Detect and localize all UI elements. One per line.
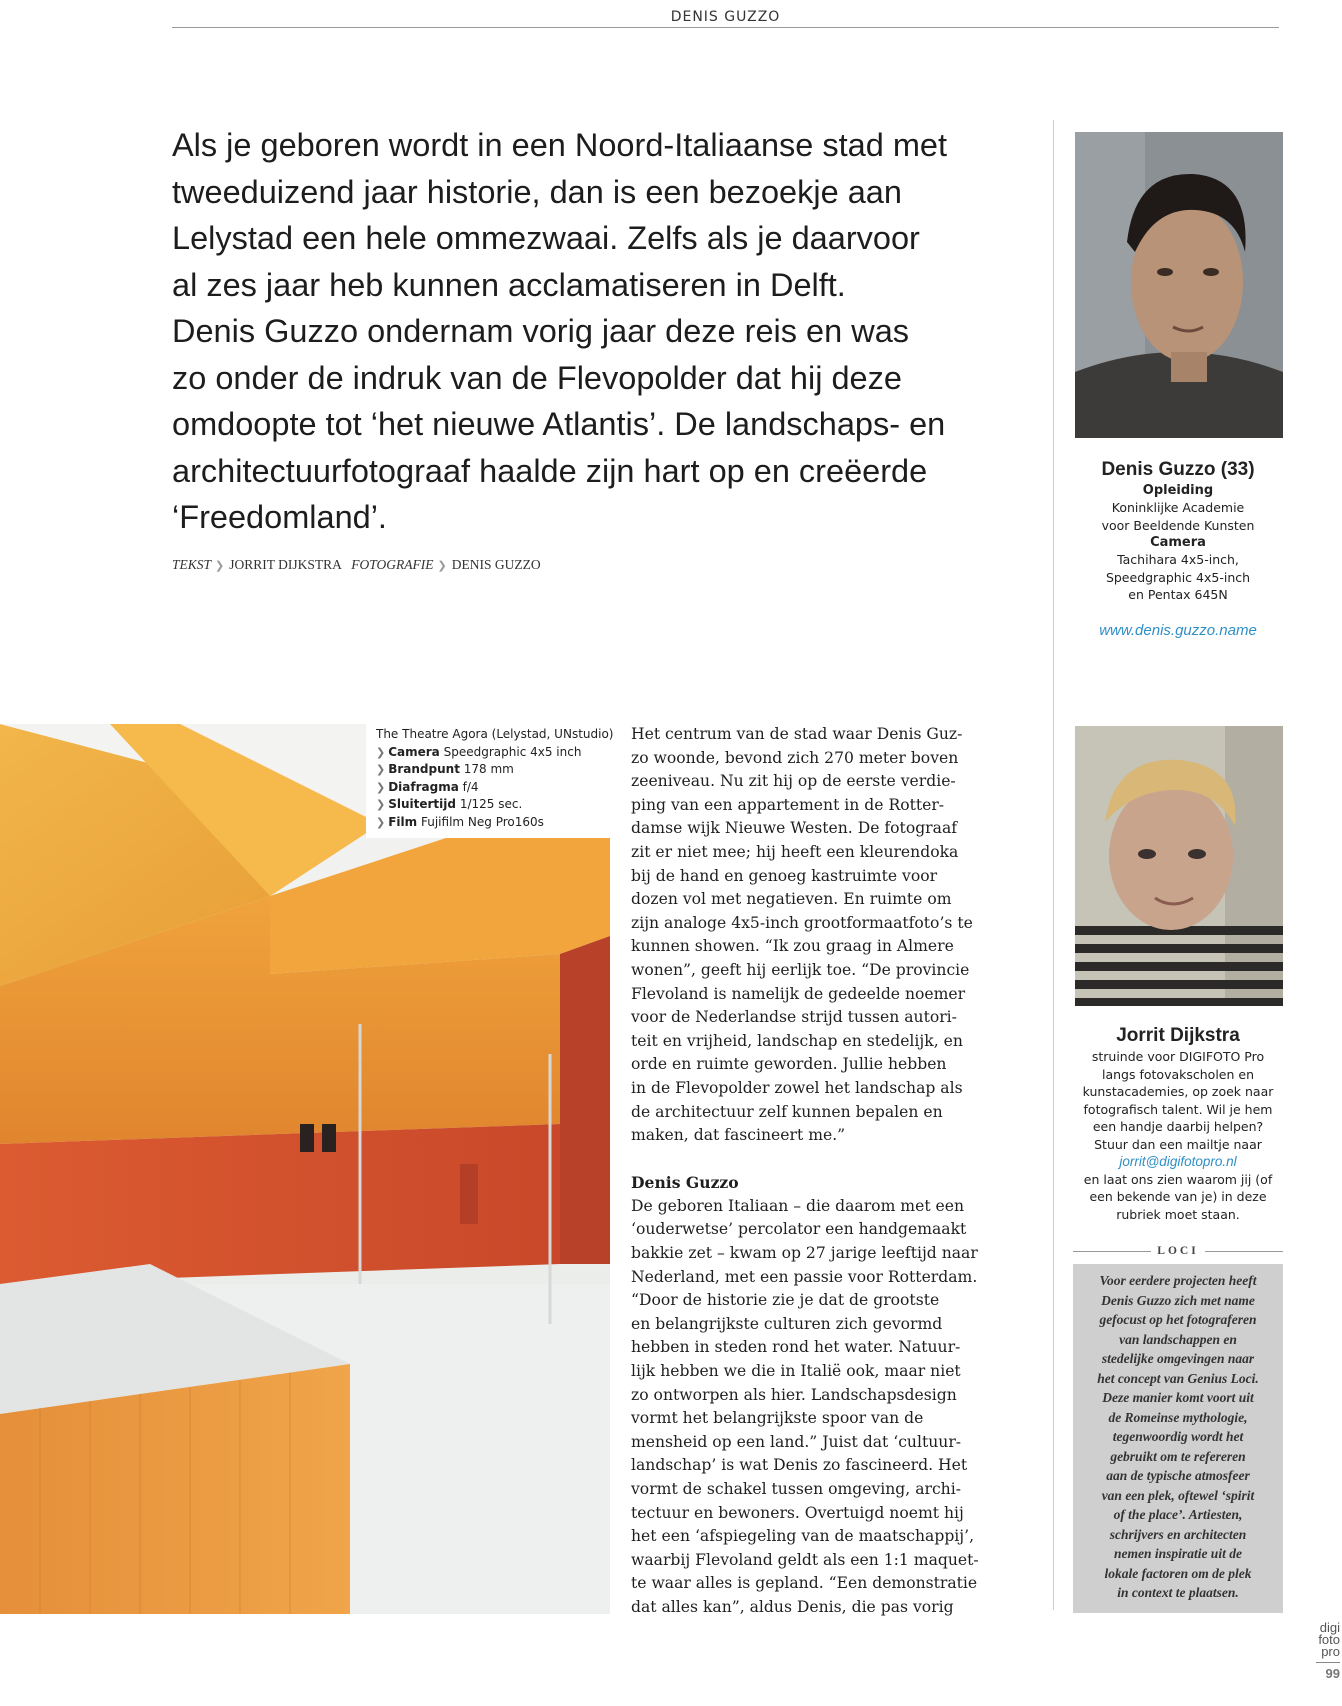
loci-line: Deze manier komt voort uit	[1102, 1390, 1254, 1405]
body-line: landschap’ is wat Denis zo fascineerd. Het	[631, 1456, 968, 1475]
profile-line: struinde voor DIGIFOTO Pro	[1091, 1049, 1265, 1064]
loci-heading	[1073, 1245, 1283, 1259]
spec-value: Fujifilm Neg Pro160s	[420, 814, 544, 829]
credit-photo-author: DENIS GUZZO	[451, 557, 541, 572]
profile-line: een bekende van je) in deze	[1089, 1189, 1267, 1204]
page-number: 99	[1325, 1666, 1340, 1681]
body-line: bakkie zet – kwam op 27 jarige leeftijd naar	[631, 1244, 978, 1263]
body-line: “Door de historie zie je dat de grootste	[631, 1291, 940, 1310]
chevron-right-icon: ❯	[376, 745, 386, 759]
camera-line: Tachihara 4x5-inch,	[1117, 552, 1239, 567]
theatre-agora-photo	[0, 724, 614, 1614]
spec-value: Speedgraphic 4x5 inch	[443, 744, 582, 759]
caption-spec	[376, 761, 600, 779]
intro-line: architectuurfotograaf haalde zijn hart op en creëerde	[172, 452, 928, 489]
body-line: damse wijk Nieuwe Westen. De fotograaf	[631, 819, 958, 838]
website-link[interactable]: www.denis.guzzo.name	[1099, 621, 1257, 639]
folio	[1300, 1622, 1340, 1681]
intro-line: tweeduizend jaar historie, dan is een bezoekje aan	[172, 173, 902, 210]
chevron-right-icon: ❯	[376, 763, 386, 777]
credit-text-author: JORRIT DIJKSTRA	[229, 557, 342, 572]
loci-line: tegenwoordig wordt het	[1112, 1429, 1244, 1444]
spec-value: 178 mm	[463, 762, 514, 777]
sidebar-divider	[1053, 120, 1054, 1610]
body-line: voor de Nederlandse strijd tussen autori-	[631, 1008, 957, 1027]
body-line: lijk hebben we die in Italië ook, maar niet	[631, 1362, 961, 1381]
caption-spec	[376, 796, 600, 814]
body-line: De geboren Italiaan – die daarom met een	[631, 1196, 965, 1215]
body-line: het een ‘afspiegeling van de maatschappij’,	[631, 1527, 975, 1546]
body-line: kunnen showen. “Ik zou graag in Almere	[631, 937, 954, 956]
body-line: en belangrijkste culturen zich gevormd	[631, 1314, 943, 1333]
spec-value: f/4	[462, 779, 479, 794]
body-line: de architectuur zelf kunnen bepalen en	[631, 1102, 943, 1121]
byline-credits	[172, 557, 541, 573]
profile-line: een handje daarbij helpen?	[1092, 1119, 1264, 1134]
body-line: te waar alles is gepland. “Een demonstratie	[631, 1574, 978, 1593]
body-line: Nederland, met een passie voor Rotterdam.	[631, 1267, 978, 1286]
portrait-denis-guzzo	[1075, 132, 1283, 438]
running-head	[172, 0, 1279, 28]
body-line: vormt het belangrijkste spoor van de	[631, 1409, 924, 1428]
profile-line: kunstacademies, op zoek naar	[1082, 1084, 1274, 1099]
body-line: mensheid op een land.” Juist dat ‘cultuur-	[631, 1432, 962, 1451]
section-subheading: Denis Guzzo	[631, 1173, 739, 1193]
education-line: Koninklijke Academie	[1111, 500, 1245, 515]
body-line: zo ontworpen als hier. Landschapsdesign	[631, 1385, 957, 1404]
body-line: wonen”, geeft hij eerlijk toe. “De provincie	[631, 960, 970, 979]
body-line: dozen vol met negatieven. En ruimte om	[631, 890, 952, 909]
profile-denis-guzzo	[1063, 458, 1293, 639]
folio-word: pro	[1321, 1644, 1340, 1659]
loci-line: lokale factoren om de plek	[1104, 1565, 1252, 1581]
profile-name: Jorrit Dijkstra	[1116, 1025, 1240, 1046]
body-line: waarbij Flevoland geldt als een 1:1 maquet-	[631, 1550, 979, 1569]
chevron-right-icon: ❯	[437, 560, 447, 572]
body-line: in de Flevopolder zowel het landschap als	[631, 1078, 963, 1097]
running-head-title: DENIS GUZZO	[670, 9, 781, 25]
intro-line: zo onder de indruk van de Flevopolder dat hij deze	[172, 359, 902, 396]
photo-caption	[366, 724, 614, 838]
loci-line: in context te plaatsen.	[1117, 1585, 1239, 1600]
chevron-right-icon: ❯	[376, 815, 386, 829]
body-line: zijn analoge 4x5-inch grootformaatfoto’s te	[631, 913, 973, 932]
loci-line: Voor eerdere projecten heeft	[1099, 1273, 1257, 1288]
body-line: zo woonde, bevond zich 270 meter boven	[631, 748, 959, 767]
intro-line: ‘Freedomland’.	[172, 499, 387, 535]
body-line: vormt de schakel tussen omgeving, archi-	[631, 1480, 961, 1498]
loci-line: Denis Guzzo zich met name	[1101, 1292, 1255, 1308]
profile-name: Denis Guzzo (33)	[1101, 459, 1255, 480]
loci-line: de Romeinse mythologie,	[1108, 1409, 1248, 1425]
intro-line: al zes jaar heb kunnen acclamatiseren in Delft.	[172, 266, 846, 303]
intro-line: omdoopte tot ‘het nieuwe Atlantis’. De landschaps- en	[172, 406, 946, 442]
credit-photo-label: FOTOGRAFIE	[351, 557, 434, 572]
paragraph-gap	[631, 1148, 1009, 1172]
profile-line: langs fotovakscholen en	[1102, 1066, 1254, 1082]
body-line: maken, dat fascineert me.”	[631, 1126, 846, 1145]
body-line: zeeniveau. Nu zit hij op de eerste verdie-	[631, 772, 956, 791]
profile-line: rubriek moet staan.	[1116, 1206, 1240, 1222]
profile-line: en laat ons zien waarom jij (of	[1083, 1171, 1273, 1187]
body-line: hebben in steden rond het water. Natuur-	[631, 1338, 961, 1357]
education-label: Opleiding	[1142, 483, 1214, 498]
camera-label: Camera	[1150, 535, 1206, 550]
loci-line: het concept van Genius Loci.	[1097, 1370, 1259, 1386]
loci-line: van landschappen en	[1119, 1331, 1237, 1347]
caption-spec	[376, 779, 600, 797]
folio-word: foto	[1318, 1632, 1340, 1647]
camera-line: Speedgraphic 4x5-inch	[1105, 569, 1251, 585]
body-line: dat alles kan”, aldus Denis, die pas vorig	[631, 1597, 954, 1616]
loci-line: stedelijke omgevingen naar	[1101, 1351, 1255, 1366]
caption-title: The Theatre Agora (Lelystad, UNstudio)	[376, 727, 614, 741]
spec-label: Camera	[388, 744, 440, 759]
portrait-jorrit-dijkstra	[1075, 726, 1283, 1006]
loci-line: nemen inspiratie uit de	[1114, 1546, 1242, 1561]
profile-jorrit-dijkstra	[1063, 1024, 1293, 1223]
body-line: orde en ruimte geworden. Jullie hebben	[631, 1055, 947, 1074]
education-line: voor Beeldende Kunsten	[1101, 517, 1255, 533]
camera-line: en Pentax 645N	[1128, 587, 1228, 602]
loci-line: of the place’. Artiesten,	[1113, 1507, 1243, 1522]
intro-line: Als je geboren wordt in een Noord-Italiaanse stad met	[172, 127, 948, 163]
chevron-right-icon: ❯	[376, 780, 386, 794]
chevron-right-icon: ❯	[215, 560, 225, 572]
article-body	[631, 723, 1009, 1620]
loci-line: schrijvers en architecten	[1109, 1526, 1247, 1542]
spec-label: Sluitertijd	[388, 797, 456, 812]
intro-line: Lelystad een hele ommezwaai. Zelfs als je daarvoor	[172, 220, 920, 256]
loci-line: gefocust op het fotograferen	[1099, 1312, 1257, 1327]
loci-line: aan de typische atmosfeer	[1106, 1468, 1250, 1483]
folio-rule	[1316, 1662, 1340, 1663]
loci-rule-right	[1205, 1251, 1283, 1252]
profile-line: Stuur dan een mailtje naar	[1094, 1136, 1262, 1152]
body-line: ping van een appartement in de Rotter-	[631, 795, 945, 814]
body-line: tectuur en bewoners. Overtuigd noemt hij	[631, 1503, 964, 1522]
folio-word: digi	[1319, 1620, 1340, 1635]
caption-spec	[376, 744, 600, 762]
intro-paragraph	[172, 122, 1022, 541]
credit-text-label: TEKST	[172, 557, 212, 572]
loci-line: van een plek, oftewel ‘spirit	[1101, 1487, 1255, 1503]
chevron-right-icon: ❯	[376, 798, 386, 812]
loci-line: gebruikt om te refereren	[1110, 1448, 1246, 1464]
intro-line: Denis Guzzo ondernam vorig jaar deze reis en was	[172, 313, 910, 349]
spec-value: 1/125 sec.	[459, 797, 523, 812]
body-line: ‘ouderwetse’ percolator een handgemaakt	[631, 1220, 967, 1239]
loci-heading-text: LOCI	[1157, 1245, 1199, 1257]
spec-label: Diafragma	[388, 779, 459, 794]
spec-label: Brandpunt	[388, 762, 460, 777]
body-line: bij de hand en genoeg kastruimte voor	[631, 866, 938, 885]
caption-spec	[376, 814, 600, 832]
body-line: teit en vrijheid, landschap en stedelijk, en	[631, 1031, 963, 1050]
email-link[interactable]: jorrit@digifotopro.nl	[1119, 1154, 1237, 1169]
body-line: Flevoland is namelijk de gedeelde noemer	[631, 984, 966, 1003]
spec-label: Film	[388, 814, 418, 829]
body-line: Het centrum van de stad waar Denis Guz-	[631, 725, 963, 743]
loci-box	[1073, 1264, 1283, 1613]
profile-line: fotografisch talent. Wil je hem	[1083, 1101, 1273, 1117]
body-line: zit er niet mee; hij heeft een kleurendoka	[631, 842, 959, 861]
